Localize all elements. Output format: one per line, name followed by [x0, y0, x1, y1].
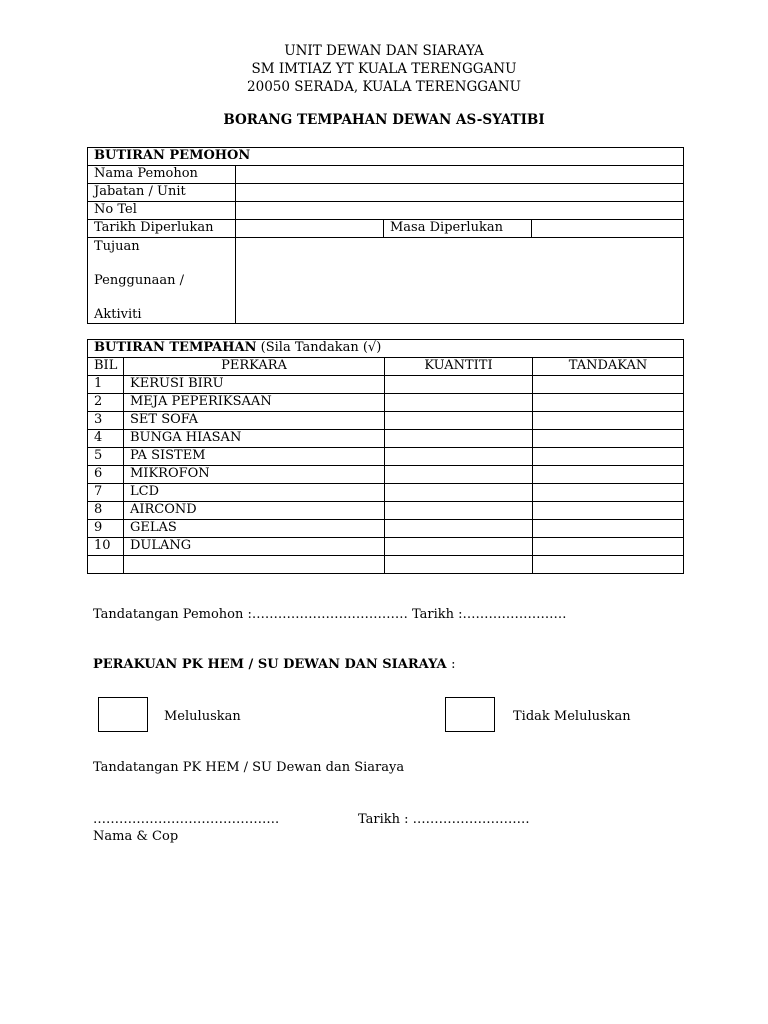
booking-details-table	[87, 339, 684, 574]
row-item: GELAS	[124, 520, 385, 538]
row-item: MEJA PEPERIKSAAN	[124, 394, 385, 412]
row-number: 2	[88, 394, 124, 412]
row-item: SET SOFA	[124, 412, 385, 430]
row-item[interactable]	[124, 556, 385, 574]
row-item: MIKROFON	[124, 466, 385, 484]
table-row	[88, 376, 684, 394]
quantity-field[interactable]	[385, 520, 533, 538]
date-needed-label: Tarikh Diperlukan	[88, 220, 236, 238]
table-row	[88, 412, 684, 430]
mark-field[interactable]	[533, 412, 684, 430]
table-row	[88, 502, 684, 520]
phone-label: No Tel	[88, 202, 236, 220]
table-row	[88, 448, 684, 466]
date-needed-field[interactable]	[236, 220, 384, 238]
purpose-label-line1: Tujuan	[94, 239, 140, 254]
row-item: AIRCOND	[124, 502, 385, 520]
table-row	[88, 520, 684, 538]
quantity-field[interactable]	[385, 376, 533, 394]
table-row	[88, 484, 684, 502]
booking-section-note: (Sila Tandakan (√)	[260, 340, 382, 355]
row-number: 3	[88, 412, 124, 430]
quantity-field[interactable]	[385, 430, 533, 448]
row-item: KERUSI BIRU	[124, 376, 385, 394]
purpose-label-line3: Aktiviti	[94, 307, 142, 322]
mark-field[interactable]	[533, 394, 684, 412]
col-header-bil: BIL	[88, 358, 124, 376]
table-row-empty	[88, 556, 684, 574]
row-number: 5	[88, 448, 124, 466]
quantity-field[interactable]	[385, 412, 533, 430]
purpose-label	[88, 238, 236, 324]
quantity-field[interactable]	[385, 394, 533, 412]
approver-signature-line: …………………………………….	[93, 812, 280, 827]
header-school: SM IMTIAZ YT KUALA TERENGGANU	[251, 61, 517, 77]
row-item: BUNGA HIASAN	[124, 430, 385, 448]
applicant-section-title: BUTIRAN PEMOHON	[88, 148, 684, 166]
table-row	[88, 430, 684, 448]
table-row	[88, 394, 684, 412]
reject-checkbox[interactable]	[445, 697, 495, 732]
approval-title-wrap	[93, 657, 456, 672]
name-stamp-label: Nama & Cop	[93, 829, 179, 844]
position-label: Jabatan / Unit	[88, 184, 236, 202]
purpose-label-line2: Penggunaan /	[94, 273, 185, 288]
reject-label: Tidak Meluluskan	[513, 709, 631, 724]
quantity-field[interactable]	[385, 466, 533, 484]
quantity-field[interactable]	[385, 556, 533, 574]
row-number: 1	[88, 376, 124, 394]
booking-section-title: BUTIRAN TEMPAHAN	[94, 340, 257, 355]
time-needed-label: Masa Diperlukan	[384, 220, 532, 238]
booking-section-header	[88, 340, 684, 358]
quantity-field[interactable]	[385, 502, 533, 520]
name-field[interactable]	[236, 166, 684, 184]
mark-field[interactable]	[533, 502, 684, 520]
header-address: 20050 SERADA, KUALA TERENGGANU	[247, 79, 521, 95]
row-number[interactable]	[88, 556, 124, 574]
mark-field[interactable]	[533, 448, 684, 466]
approval-date-line: Tarikh : ………………………	[358, 812, 530, 827]
row-number: 8	[88, 502, 124, 520]
table-row	[88, 538, 684, 556]
approve-checkbox[interactable]	[98, 697, 148, 732]
phone-field[interactable]	[236, 202, 684, 220]
row-item: LCD	[124, 484, 385, 502]
mark-field[interactable]	[533, 538, 684, 556]
mark-field[interactable]	[533, 430, 684, 448]
quantity-field[interactable]	[385, 484, 533, 502]
row-number: 7	[88, 484, 124, 502]
quantity-field[interactable]	[385, 448, 533, 466]
row-number: 9	[88, 520, 124, 538]
col-header-quantity: KUANTITI	[385, 358, 533, 376]
col-header-item: PERKARA	[124, 358, 385, 376]
position-field[interactable]	[236, 184, 684, 202]
approver-signature-label: Tandatangan PK HEM / SU Dewan dan Siaraya	[93, 760, 405, 775]
applicant-details-table	[87, 147, 684, 324]
table-row	[88, 466, 684, 484]
time-needed-field[interactable]	[532, 220, 684, 238]
document-header	[0, 42, 768, 96]
col-header-mark: TANDAKAN	[533, 358, 684, 376]
row-number: 4	[88, 430, 124, 448]
header-unit: UNIT DEWAN DAN SIARAYA	[284, 43, 484, 59]
row-number: 10	[88, 538, 124, 556]
approval-title-suffix: :	[451, 657, 456, 672]
approval-title: PERAKUAN PK HEM / SU DEWAN DAN SIARAYA	[93, 657, 447, 672]
approve-label: Meluluskan	[164, 709, 241, 724]
form-title: BORANG TEMPAHAN DEWAN AS-SYATIBI	[223, 112, 545, 128]
mark-field[interactable]	[533, 484, 684, 502]
mark-field[interactable]	[533, 466, 684, 484]
mark-field[interactable]	[533, 556, 684, 574]
row-item: DULANG	[124, 538, 385, 556]
applicant-signature-line: Tandatangan Pemohon :……………………………… Tarikh :……………………	[93, 607, 567, 622]
mark-field[interactable]	[533, 520, 684, 538]
row-number: 6	[88, 466, 124, 484]
row-item: PA SISTEM	[124, 448, 385, 466]
quantity-field[interactable]	[385, 538, 533, 556]
purpose-field[interactable]	[236, 238, 684, 324]
mark-field[interactable]	[533, 376, 684, 394]
name-label: Nama Pemohon	[88, 166, 236, 184]
